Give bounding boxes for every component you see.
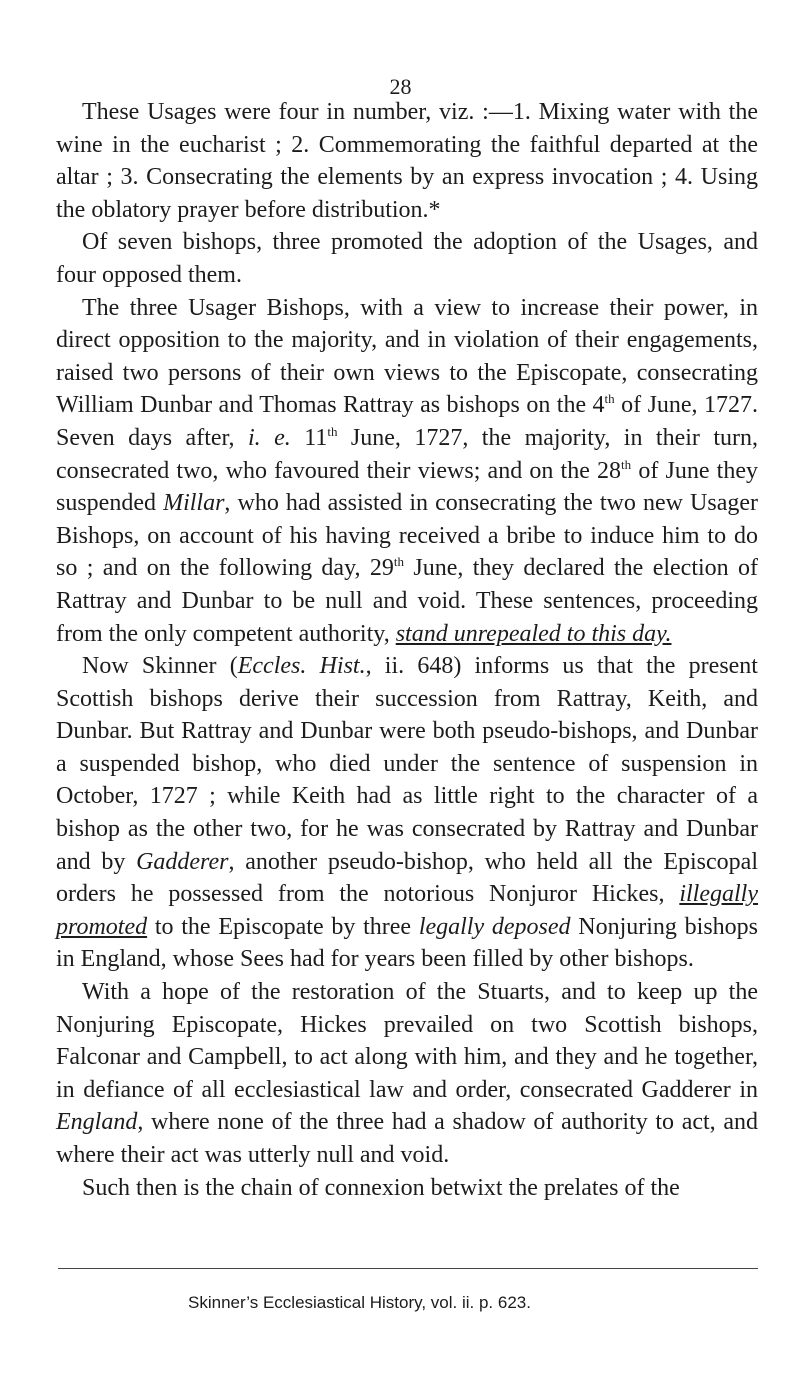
paragraph [56, 1172, 758, 1205]
text-run: to the Episcopate by three [147, 913, 419, 940]
superscript: th [393, 554, 405, 570]
text-run: Of seven bishops, three promoted the adoption of the Usages, and four opposed them. [56, 229, 758, 288]
paragraph [56, 976, 758, 1172]
superscript: th [604, 391, 615, 407]
text-run: 11 [290, 424, 328, 451]
text-run: , another pseudo-bishop, who held all the Episcopal orders he possessed from the notorious Nonjuror Hickes, [56, 848, 758, 908]
text-run: , where none of the three had a shadow of authority to act, and where their act was utterly null and void. [56, 1109, 758, 1168]
text-run: of June, 1727. Seven days after, [56, 392, 759, 451]
text-run: Such then is the chain of connexion betwixt the prelates of the [82, 1174, 680, 1201]
paragraph [56, 650, 758, 976]
italic-underlined-text: illegally promoted [56, 881, 758, 940]
body-text [56, 96, 758, 1204]
footnote-divider [58, 1268, 758, 1269]
italic-text: legally deposed [418, 913, 571, 940]
italic-underlined-text: stand unrepealed to this day. [395, 620, 672, 647]
text-run: June, 1727, the majority, in their turn, consecrated two, who favoured their views; and on the 28 [56, 424, 759, 484]
text-run: June, they declared the election of Rattray and Dunbar to be null and void. These sentences, proceeding from the only competent authority, [56, 555, 758, 647]
italic-text: Millar [163, 490, 225, 517]
text-run: The three Usager Bishops, with a view to increase their power, in direct opposition to the majority, and in violation of their engagements, raised two persons of their own views to the Episcopate, consecrating William Dunbar and Thomas Rattray as bishops on the 4 [56, 294, 758, 419]
text-run: of June they suspended [56, 457, 758, 517]
page-number: 28 [389, 74, 412, 99]
italic-text: i. e. [248, 424, 291, 451]
text-run: , ii. 648) informs us that the present Scottish bishops derive their succession from Rattray, Keith, and Dunbar. But Rattray and Dunbar were both pseudo-bishops, and Dunbar a suspended bishop, who died under the sentence of suspension in October, 1727 ; while Keith had as little right to the character of a bishop as the other two, for he was consecrated by Rattray and Dunbar and by [56, 653, 758, 875]
text-run: Now Skinner ( [82, 653, 238, 680]
paragraph [56, 292, 758, 651]
superscript: th [327, 423, 338, 439]
superscript: th [621, 456, 632, 472]
text-run: , who had assisted in consecrating the two new Usager Bishops, on account of his having received a bribe to induce him to do so ; and on the following day, 29 [56, 490, 759, 582]
italic-text: England [56, 1109, 138, 1136]
paragraph [56, 226, 758, 291]
text-run: With a hope of the restoration of the Stuarts, and to keep up the Nonjuring Episcopate, Hickes prevailed on two Scottish bishops, Falconar and Campbell, to act along with him, and they and he together, in defiance of all ecclesiastical law and order, consecrated Gadderer in [56, 979, 758, 1103]
footnote: Skinner’s Ecclesiastical History, vol. ii. p. 623. [188, 1293, 531, 1312]
text-run: Nonjuring bishops in England, whose Sees had for years been filled by other bishops. [56, 913, 759, 973]
italic-text: Gadderer [136, 848, 229, 875]
text-run: These Usages were four in number, viz. :—1. Mixing water with the wine in the eucharist ; 2. Commemorating the faithful departed at the altar ; 3. Consecrating the elements by an express invocation ; 4. Using the oblatory prayer before distribution.* [56, 99, 758, 223]
italic-text: Eccles. Hist. [237, 653, 366, 680]
paragraph [56, 96, 758, 226]
